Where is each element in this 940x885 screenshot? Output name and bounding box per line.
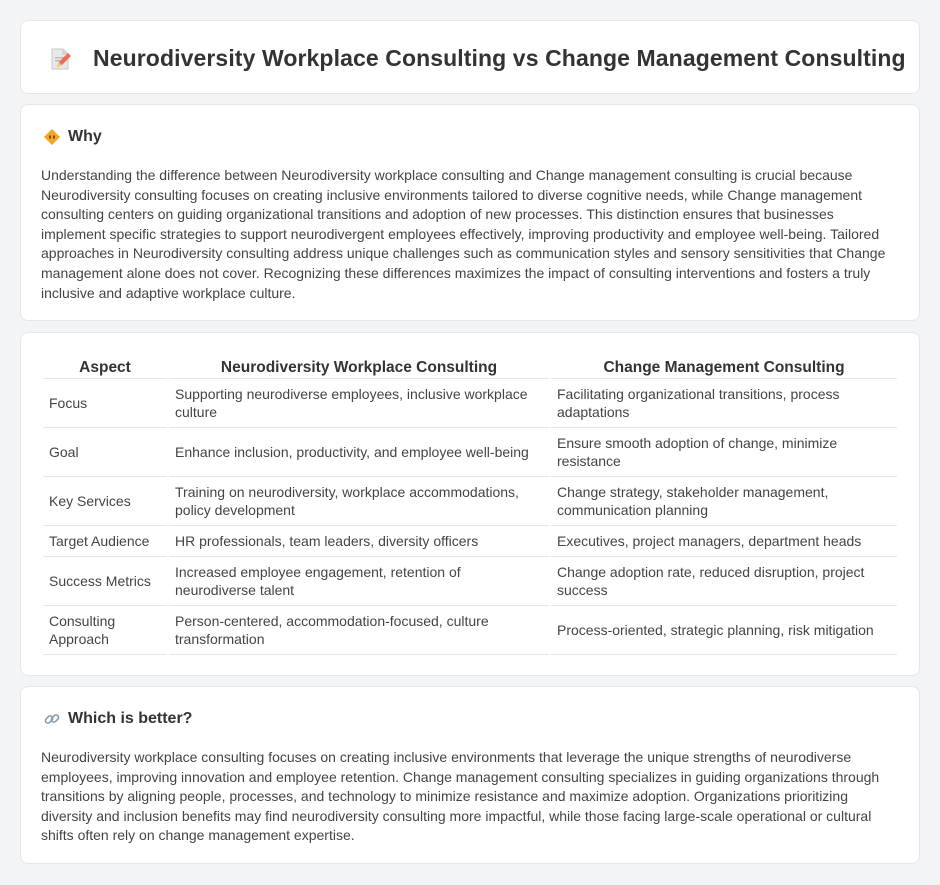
document-pencil-icon (47, 46, 73, 72)
row-aspect: Success Metrics (43, 557, 167, 606)
row-change-management: Facilitating organizational transitions, process adaptations (551, 379, 897, 428)
row-change-management: Change adoption rate, reduced disruption, project success (551, 557, 897, 606)
better-text: Neurodiversity workplace consulting focuses on creating inclusive environments that leverage the unique strengths of neurodiverse employees, improving innovation and employee retention. Change management consulting specializes in guiding organizations through transitions by aligning people, processes, and technology to minimize resistance and maximize adoption. Organizations prioritizing diversity and inclusion benefits may find neurodiversity consulting more impactful, while those facing large-scale operational or cultural shifts often rely on change management expertise. (41, 749, 880, 844)
header-neurodiversity: Neurodiversity Workplace Consulting (169, 353, 549, 379)
row-aspect: Goal (43, 428, 167, 477)
table-row (43, 477, 897, 526)
row-change-management: Ensure smooth adoption of change, minimize resistance (551, 428, 897, 477)
header-aspect: Aspect (43, 353, 167, 379)
row-neurodiversity: Training on neurodiversity, workplace accommodations, policy development (169, 477, 549, 526)
row-neurodiversity: Person-centered, accommodation-focused, culture transformation (169, 606, 549, 655)
title-row (47, 45, 906, 72)
link-icon (43, 710, 61, 728)
row-neurodiversity: Supporting neurodiverse employees, inclusive workplace culture (169, 379, 549, 428)
why-heading: Why (68, 128, 102, 145)
row-aspect: Target Audience (43, 526, 167, 557)
diamond-sign-icon (43, 128, 61, 146)
why-card (20, 104, 920, 321)
why-text: Understanding the difference between Neurodiversity workplace consulting and Change management consulting is crucial because Neurodiversity consulting focuses on creating inclusive environments tailored to diverse cognitive needs, while Change management consulting centers on guiding organizational transitions and adoption of new processes. This distinction ensures that businesses implement specific strategies to support neurodivergent employees effectively, improving productivity and employee well-being. Tailored approaches in Neurodiversity consulting address unique challenges such as communication styles and sensory sensitivities that Change management alone does not cover. Recognizing these differences maximizes the impact of consulting interventions and fosters a truly inclusive and adaptive workplace culture. (41, 167, 886, 301)
row-aspect: Focus (43, 379, 167, 428)
row-aspect: Key Services (43, 477, 167, 526)
why-heading-row (43, 128, 102, 146)
table-header-row (43, 353, 897, 379)
row-neurodiversity: HR professionals, team leaders, diversity officers (169, 526, 549, 557)
table-row (43, 606, 897, 655)
table-row (43, 428, 897, 477)
table-row (43, 526, 897, 557)
row-change-management: Change strategy, stakeholder management, communication planning (551, 477, 897, 526)
row-aspect: Consulting Approach (43, 606, 167, 655)
which-better-card (20, 686, 920, 864)
table-row (43, 557, 897, 606)
table-row (43, 379, 897, 428)
header-change-management: Change Management Consulting (551, 353, 897, 379)
comparison-card (20, 332, 920, 676)
better-heading-row (43, 710, 192, 728)
title-card (20, 20, 920, 94)
row-change-management: Executives, project managers, department heads (551, 526, 897, 557)
row-neurodiversity: Enhance inclusion, productivity, and employee well-being (169, 428, 549, 477)
row-neurodiversity: Increased employee engagement, retention of neurodiverse talent (169, 557, 549, 606)
comparison-table (41, 353, 899, 655)
page-title: Neurodiversity Workplace Consulting vs Change Management Consulting (93, 45, 906, 71)
row-change-management: Process-oriented, strategic planning, risk mitigation (551, 606, 897, 655)
better-heading: Which is better? (68, 710, 193, 727)
